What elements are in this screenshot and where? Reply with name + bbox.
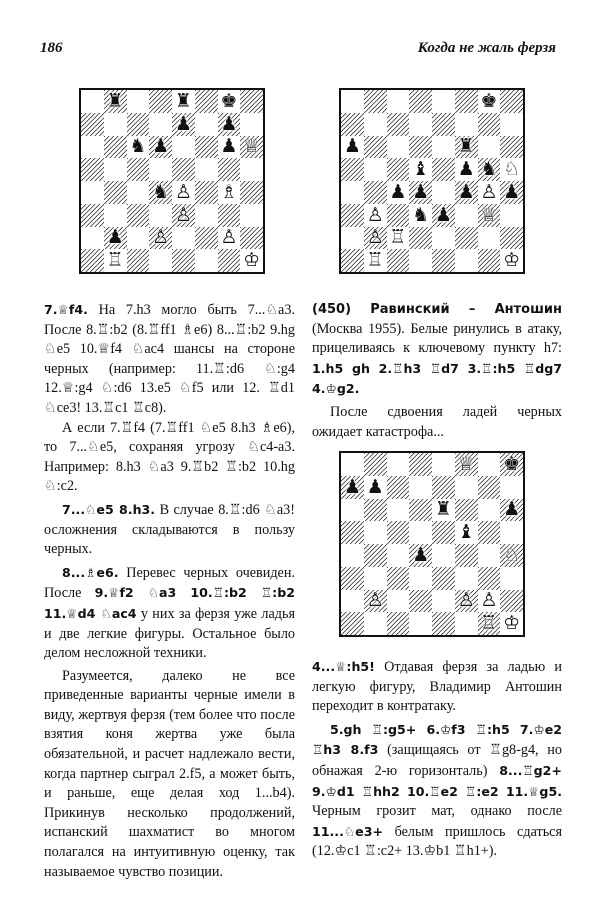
board-square: [364, 113, 387, 136]
board-square: [409, 476, 432, 499]
black-pawn-icon: ♟: [174, 112, 192, 135]
board-square: [149, 113, 172, 136]
board-square: [500, 567, 523, 590]
black-pawn-icon: ♟: [366, 475, 384, 498]
black-pawn-icon: ♟: [412, 180, 430, 203]
board-square: [127, 227, 150, 250]
paragraph-text: у них за ферзя уже ладья и две легкие фигуры. Остальное было делом несложной техники.: [44, 605, 295, 662]
board-square: [218, 227, 241, 250]
board-square: [432, 612, 455, 635]
board-square: [364, 521, 387, 544]
game-players: Равинский – Антошин: [351, 302, 562, 317]
paragraph: [312, 300, 562, 400]
black-knight-icon: ♞: [152, 180, 170, 203]
board-square: [432, 158, 455, 181]
board-square: [81, 158, 104, 181]
board-square: [387, 204, 410, 227]
board-square: [195, 204, 218, 227]
white-rook-icon: ♖: [366, 249, 384, 272]
board-square: [172, 136, 195, 159]
board-square: [455, 249, 478, 272]
board-square: [432, 90, 455, 113]
board-square: [364, 158, 387, 181]
move-notation: 9.♕f2 ♘a3 10.♖:b2 ♖:b2 11.♕d4 ♘ac4: [44, 585, 295, 621]
board-square: [240, 90, 263, 113]
move-notation: 7...♘e5 8.h3.: [62, 501, 156, 517]
board-square: [387, 544, 410, 567]
black-king-icon: ♚: [220, 89, 238, 112]
board-square: [341, 476, 364, 499]
board-square: [409, 521, 432, 544]
black-pawn-icon: ♟: [503, 180, 521, 203]
board-square: [455, 499, 478, 522]
board-square: [172, 113, 195, 136]
board-square: [195, 90, 218, 113]
board-square: [409, 567, 432, 590]
board-square: [387, 612, 410, 635]
board-square: [149, 136, 172, 159]
board-square: [478, 249, 501, 272]
board-square: [149, 158, 172, 181]
board-square: [218, 158, 241, 181]
board-square: [341, 499, 364, 522]
board-square: [341, 181, 364, 204]
board-square: [364, 204, 387, 227]
board-square: [127, 158, 150, 181]
board-square: [500, 113, 523, 136]
board-square: [240, 113, 263, 136]
move-notation: 1.h5 gh 2.♖h3 ♖d7 3.♖:h5 ♖dg7 4.♔g2.: [312, 360, 562, 397]
board-square: [341, 204, 364, 227]
board-square: [240, 136, 263, 159]
move-notation: 11...♘e3+: [312, 823, 384, 839]
board-square: [387, 113, 410, 136]
black-pawn-icon: ♟: [343, 135, 361, 158]
board-square: [240, 181, 263, 204]
board-square: [341, 567, 364, 590]
board-square: [478, 204, 501, 227]
board-square: [81, 90, 104, 113]
board-square: [432, 227, 455, 250]
move-notation: 8...♗e6.: [62, 564, 119, 580]
board-square: [387, 249, 410, 272]
black-rook-icon: ♜: [457, 135, 475, 158]
board-square: [455, 476, 478, 499]
board-square: [409, 90, 432, 113]
board-square: [455, 612, 478, 635]
paragraph-text: (защищаясь от ♖g8-g4, но обнажая 2-ю горизонталь): [312, 742, 562, 779]
board-square: [218, 204, 241, 227]
board-square: [387, 453, 410, 476]
board-square: [409, 113, 432, 136]
board-square: [500, 90, 523, 113]
white-king-icon: ♔: [503, 249, 521, 272]
board-square: [218, 181, 241, 204]
black-knight-icon: ♞: [129, 135, 147, 158]
board-square: [341, 158, 364, 181]
board-square: [104, 90, 127, 113]
board-square: [81, 227, 104, 250]
board-square: [387, 90, 410, 113]
board-square: [364, 499, 387, 522]
board-square: [500, 476, 523, 499]
board-square: [81, 181, 104, 204]
game-number: (450): [312, 302, 352, 317]
black-pawn-icon: ♟: [503, 498, 521, 521]
paragraph: [312, 720, 562, 862]
board-square: [240, 204, 263, 227]
move-notation: 8...♖g2+ 9.♔d1 ♖hh2 10.♖e2 ♖:e2 11.♕g5.: [312, 762, 562, 799]
board-square: [149, 249, 172, 272]
white-pawn-icon: ♙: [480, 180, 498, 203]
board-square: [149, 227, 172, 250]
board-square: [455, 544, 478, 567]
paragraph: [44, 500, 295, 560]
paragraph-text: На 7.h3 могло быть 7...♘a3. После 8.♖:b2 (8.♖ff1 ♗e6) 8...♖:b2 9.hg ♘e5 10.♕f4 ♘ac4 шансы на стороне черных (например: 11.♖:d6 ♘:g4 12.♕:g4 ♘:d6 13.e5 ♘f5 или 12. ♖d1 ♘ce3! 13.♖c1 ♖c8).: [44, 302, 295, 416]
white-pawn-icon: ♙: [174, 203, 192, 226]
board-square: [432, 476, 455, 499]
board-square: [478, 612, 501, 635]
move-notation: 5.gh ♖:g5+ 6.♔f3 ♖:h5 7.♔e2 ♖h3 8.f3: [312, 721, 562, 758]
board-square: [364, 136, 387, 159]
board-square: [500, 612, 523, 635]
board-square: [455, 590, 478, 613]
board-square: [149, 90, 172, 113]
paragraph-text: В случае 8.♖:d6 ♘a3! осложнения складываются в пользу черных.: [44, 501, 295, 558]
board-square: [409, 590, 432, 613]
board-square: [455, 158, 478, 181]
black-pawn-icon: ♟: [343, 475, 361, 498]
board-square: [172, 249, 195, 272]
board-square: [104, 181, 127, 204]
board-square: [387, 227, 410, 250]
white-pawn-icon: ♙: [220, 226, 238, 249]
move-notation: 7.♕f4.: [44, 302, 88, 317]
board-square: [455, 90, 478, 113]
board-square: [364, 181, 387, 204]
board-square: [478, 181, 501, 204]
board-square: [409, 499, 432, 522]
board-square: [104, 204, 127, 227]
board-square: [104, 227, 127, 250]
white-pawn-icon: ♙: [480, 589, 498, 612]
running-head: Когда не жаль ферзя: [417, 40, 556, 56]
board-square: [387, 590, 410, 613]
board-square: [341, 612, 364, 635]
black-rook-icon: ♜: [174, 89, 192, 112]
board-square: [240, 158, 263, 181]
paragraph-text: Отдавая ферзя за ладью и легкую фигуру, Владимир Антошин переходит в контратаку.: [312, 659, 562, 715]
board-square: [500, 227, 523, 250]
board-square: [364, 249, 387, 272]
board-square: [364, 567, 387, 590]
board-square: [149, 204, 172, 227]
board-square: [478, 113, 501, 136]
black-king-icon: ♚: [503, 452, 521, 475]
black-pawn-icon: ♟: [412, 543, 430, 566]
board-square: [387, 158, 410, 181]
board-square: [432, 113, 455, 136]
right-column-bottom-text: [312, 657, 562, 862]
board-square: [478, 499, 501, 522]
board-square: [81, 204, 104, 227]
board-square: [478, 158, 501, 181]
board-square: [455, 181, 478, 204]
board-square: [195, 249, 218, 272]
board-square: [387, 521, 410, 544]
board-square: [409, 453, 432, 476]
paragraph: [44, 300, 295, 419]
board-square: [387, 567, 410, 590]
white-rook-icon: ♖: [389, 226, 407, 249]
white-queen-icon: ♕: [457, 452, 475, 475]
black-knight-icon: ♞: [412, 203, 430, 226]
board-square: [387, 476, 410, 499]
board-square: [364, 612, 387, 635]
board-square: [104, 113, 127, 136]
black-pawn-icon: ♟: [152, 135, 170, 158]
board-square: [500, 158, 523, 181]
board-square: [81, 249, 104, 272]
board-square: [455, 521, 478, 544]
board-square: [387, 181, 410, 204]
white-pawn-icon: ♙: [366, 589, 384, 612]
board-square: [455, 136, 478, 159]
board-square: [195, 227, 218, 250]
board-square: [104, 249, 127, 272]
board-square: [478, 453, 501, 476]
board-square: [195, 113, 218, 136]
white-king-icon: ♔: [503, 612, 521, 635]
black-pawn-icon: ♟: [220, 135, 238, 158]
paragraph: После сдвоения ладей черных ожидает катастрофа...: [312, 403, 562, 440]
board-square: [149, 181, 172, 204]
board-square: [218, 136, 241, 159]
black-pawn-icon: ♟: [389, 180, 407, 203]
white-pawn-icon: ♙: [366, 203, 384, 226]
board-square: [127, 204, 150, 227]
board-square: [364, 227, 387, 250]
board-square: [104, 136, 127, 159]
board-square: [172, 227, 195, 250]
board-square: [432, 567, 455, 590]
board-square: [455, 567, 478, 590]
board-square: [341, 521, 364, 544]
board-square: [341, 453, 364, 476]
board-square: [240, 227, 263, 250]
paragraph: А если 7.♖f4 (7.♖ff1 ♘e5 8.h3 ♗e6), то 7...♘e5, сохраняя угрозу ♘c4-a3. Например: 8.h3 ♘a3 9.♖b2 ♖:b2 10.hg ♘:c2.: [44, 419, 295, 495]
board-square: [500, 249, 523, 272]
board-square: [478, 476, 501, 499]
board-square: [387, 136, 410, 159]
board-square: [478, 90, 501, 113]
board-square: [455, 453, 478, 476]
board-square: [478, 521, 501, 544]
board-square: [195, 136, 218, 159]
board-square: [127, 90, 150, 113]
black-rook-icon: ♜: [434, 498, 452, 521]
board-square: [455, 204, 478, 227]
black-pawn-icon: ♟: [457, 180, 475, 203]
board-square: [478, 590, 501, 613]
left-column-text: [44, 300, 295, 882]
board-square: [500, 136, 523, 159]
board-square: [172, 158, 195, 181]
board-square: [387, 499, 410, 522]
page-number: 186: [40, 40, 63, 56]
white-pawn-icon: ♙: [152, 226, 170, 249]
board-square: [341, 544, 364, 567]
board-square: [409, 181, 432, 204]
board-square: [409, 249, 432, 272]
board-square: [432, 544, 455, 567]
board-square: [409, 204, 432, 227]
white-knight-icon: ♘: [503, 543, 521, 566]
board-square: [81, 136, 104, 159]
board-square: [364, 90, 387, 113]
board-square: [432, 249, 455, 272]
chess-diagram-2: [339, 88, 525, 274]
board-square: [364, 476, 387, 499]
board-square: [81, 113, 104, 136]
chess-diagram-1: [79, 88, 265, 274]
board-square: [127, 181, 150, 204]
white-rook-icon: ♖: [106, 249, 124, 272]
board-square: [409, 544, 432, 567]
board-square: [172, 181, 195, 204]
board-square: [127, 249, 150, 272]
board-square: [341, 249, 364, 272]
paragraph-text: (Москва 1955). Белые ринулись в атаку, прицеливаясь к ключевому пункту h7:: [312, 320, 562, 357]
board-square: [172, 204, 195, 227]
board-square: [500, 521, 523, 544]
board-square: [478, 567, 501, 590]
black-knight-icon: ♞: [480, 158, 498, 181]
black-king-icon: ♚: [480, 89, 498, 112]
black-rook-icon: ♜: [106, 89, 124, 112]
board-square: [500, 204, 523, 227]
board-square: [500, 590, 523, 613]
paragraph: [312, 657, 562, 717]
paragraph-text: Черным грозит мат, однако после: [312, 803, 562, 820]
board-square: [341, 90, 364, 113]
paragraph-text: белым пришлось сдаться (12.♔c1 ♖:c2+ 13.♔b1 ♖h1+).: [312, 823, 562, 860]
paragraph: [44, 563, 295, 664]
board-square: [478, 227, 501, 250]
black-bishop-icon: ♝: [457, 521, 475, 544]
white-pawn-icon: ♙: [174, 180, 192, 203]
paragraph-text: Перевес черных очевиден. После: [44, 564, 295, 602]
board-square: [432, 204, 455, 227]
board-square: [104, 158, 127, 181]
board-square: [500, 544, 523, 567]
board-square: [409, 136, 432, 159]
board-square: [455, 113, 478, 136]
white-queen-icon: ♕: [480, 203, 498, 226]
board-square: [478, 136, 501, 159]
board-square: [432, 590, 455, 613]
board-square: [478, 544, 501, 567]
board-square: [364, 544, 387, 567]
board-square: [218, 249, 241, 272]
board-square: [195, 158, 218, 181]
board-square: [409, 227, 432, 250]
black-bishop-icon: ♝: [412, 158, 430, 181]
board-square: [364, 590, 387, 613]
board-square: [341, 113, 364, 136]
board-square: [432, 521, 455, 544]
white-queen-icon: ♕: [243, 135, 261, 158]
board-square: [341, 590, 364, 613]
board-square: [218, 113, 241, 136]
chess-diagram-3: [339, 451, 525, 637]
board-square: [218, 90, 241, 113]
board-square: [500, 181, 523, 204]
move-notation: 4...♕:h5!: [312, 659, 375, 674]
board-square: [432, 136, 455, 159]
black-pawn-icon: ♟: [434, 203, 452, 226]
board-square: [500, 453, 523, 476]
white-knight-icon: ♘: [503, 158, 521, 181]
board-square: [195, 181, 218, 204]
board-square: [432, 499, 455, 522]
black-pawn-icon: ♟: [457, 158, 475, 181]
board-square: [432, 453, 455, 476]
right-column-top-text: [312, 300, 562, 442]
board-square: [172, 90, 195, 113]
board-square: [455, 227, 478, 250]
board-square: [127, 113, 150, 136]
board-square: [341, 227, 364, 250]
white-rook-icon: ♖: [480, 612, 498, 635]
board-square: [409, 158, 432, 181]
white-bishop-icon: ♗: [220, 180, 238, 203]
white-pawn-icon: ♙: [366, 226, 384, 249]
board-square: [409, 612, 432, 635]
white-king-icon: ♔: [243, 249, 261, 272]
black-pawn-icon: ♟: [220, 112, 238, 135]
board-square: [341, 136, 364, 159]
board-square: [127, 136, 150, 159]
board-square: [500, 499, 523, 522]
board-square: [432, 181, 455, 204]
board-square: [240, 249, 263, 272]
paragraph: Разумеется, далеко не все приведенные варианты черные имели в виду, жертвуя ферзя (тем более что после взятия коня жертва уже была обязательной, и расчет надлежало вести, когда партнер сыграл 2.f5, а может быть, и раньше, еще делая ход 1...b4). Прикинув несколько продолжений, испанский шахматист во многом полагался на интуитивную оценку, так называемое чувство позиции.: [44, 667, 295, 880]
white-pawn-icon: ♙: [457, 589, 475, 612]
board-square: [364, 453, 387, 476]
black-pawn-icon: ♟: [106, 226, 124, 249]
